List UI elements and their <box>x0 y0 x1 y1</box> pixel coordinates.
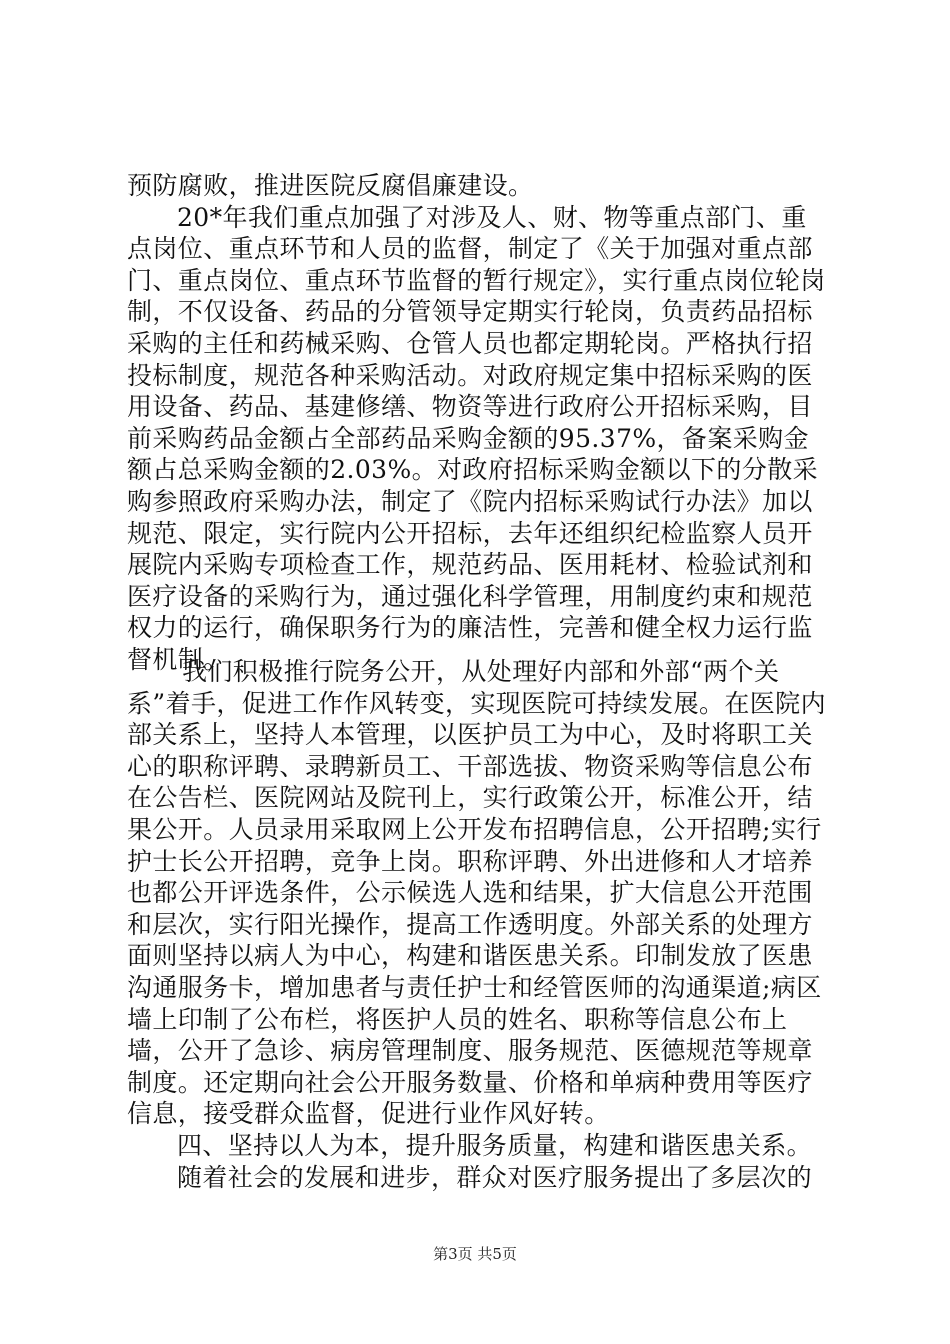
body-text-top <box>127 170 827 676</box>
body-text-bottom <box>127 656 827 1193</box>
paragraph-continuation: 预防腐败，推进医院反腐倡廉建设。 <box>127 171 534 200</box>
paragraph-service-demand: 随着社会的发展和进步，群众对医疗服务提出了多层次的 <box>177 1162 813 1192</box>
section-heading-four: 四、坚持以人为本，提升服务质量，构建和谐医患关系。 <box>177 1130 813 1160</box>
paragraph-hospital-affairs: 我们积极推行院务公开，从处理好内部和外部“两个关系”着手，促进工作作风转变，实现医院可持续发展。在医院内部关系上，坚持人本管理，以医护员工为中心，及时将职工关心的职称评聘、录聘新员工、干部选拔、物资采购等信息公布在公告栏、医院网站及院刊上，实行政策公开，标准公开，结果公开。人员录用采取网上公开发布招聘信息，公开招聘;实行护士长公开招聘，竞争上岗。职称评聘、外出进修和人才培养也都公开评选条件，公示候选人选和结果，扩大信息公开范围和层次，实行阳光操作，提高工作透明度。外部关系的处理方面则坚持以病人为中心，构建和谐医患关系。印制发放了医患沟通服务卡，增加患者与责任护士和经管医师的沟通渠道;病区墙上印制了公布栏，将医护人员的姓名、职称等信息公布上墙，公开了急诊、病房管理制度、服务规范、医德规范等规章制度。还定期向社会公开服务数量、价格和单病种费用等医疗信息，接受群众监督，促进行业作风好转。 <box>127 657 826 1129</box>
page-number-footer: 第3页 共5页 <box>433 1245 517 1263</box>
paragraph-procurement: 20*年我们重点加强了对涉及人、财、物等重点部门、重点岗位、重点环节和人员的监督，制定了《关于加强对重点部门、重点岗位、重点环节监督的暂行规定》，实行重点岗位轮岗制，不仅设备、药品的分管领导定期实行轮岗，负责药品招标采购的主任和药械采购、仓管人员也都定期轮岗。严格执行招投标制度，规范各种采购活动。对政府规定集中招标采购的医用设备、药品、基建修缮、物资等进行政府公开招标采购，目前采购药品金额占全部药品采购金额的95.37%，备案采购金额占总采购金额的2.03%。对政府招标采购金额以下的分散采购参照政府采购办法，制定了《院内招标采购试行办法》加以规范、限定，实行院内公开招标，去年还组织纪检监察人员开展院内采购专项检查工作，规范药品、医用耗材、检验试剂和医疗设备的采购行为，通过强化科学管理，用制度约束和规范权力的运行，确保职务行为的廉洁性，完善和健全权力运行监督机制。 <box>127 202 826 674</box>
